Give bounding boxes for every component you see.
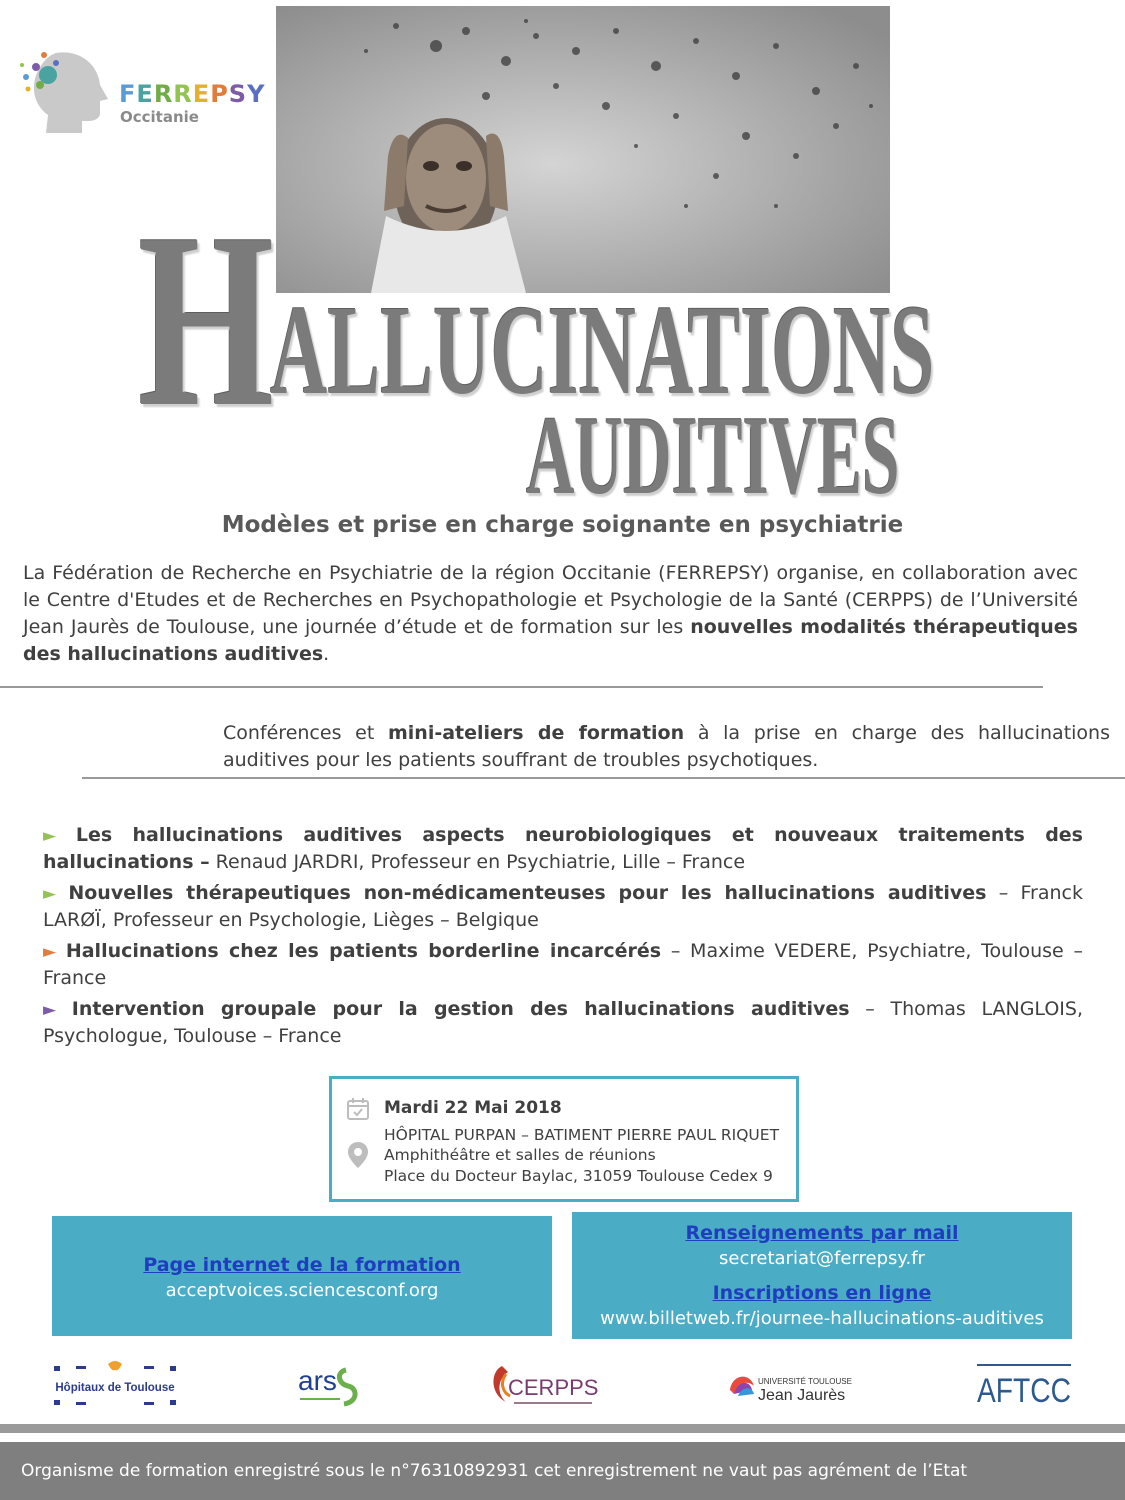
topics-list xyxy=(43,822,1083,1054)
title-line1: ALLUCINATIONS xyxy=(270,279,935,421)
intro-paragraph xyxy=(23,560,1078,668)
ars-logo xyxy=(296,1360,370,1414)
list-item xyxy=(43,822,1083,875)
event-address: Place du Docteur Baylac, 31059 Toulouse Cedex 9 xyxy=(384,1167,773,1185)
bullet-arrow-icon: ► xyxy=(43,942,57,962)
title-initial: H xyxy=(138,182,275,459)
topic-speaker: – Maxime VEDERE, Psychiatre, Toulouse – France xyxy=(43,940,1083,989)
topic-title: Intervention groupale pour la gestion des hallucinations auditives xyxy=(71,998,850,1020)
intro-text: La Fédération de Recherche en Psychiatrie de la région Occitanie (FERREPSY) organise, en collaboration avec le Centre d'Etudes et de Recherches en Psychopathologie et Psychologie de la Santé (CERPPS) de l’Université Jean Jaurès de Toulouse, une journée d’étude et de formation sur les xyxy=(23,562,1078,638)
divider xyxy=(82,777,1125,779)
list-item xyxy=(43,996,1083,1049)
logo-subtitle: Occitanie xyxy=(120,108,199,126)
event-room: Amphithéâtre et salles de réunions xyxy=(384,1146,656,1164)
workshops-bold: mini-ateliers de formation xyxy=(388,722,685,744)
bullet-arrow-icon: ► xyxy=(43,884,57,904)
hopitaux-logo-text: Hôpitaux de Toulouse xyxy=(55,1382,175,1394)
ut2j-logo xyxy=(724,1360,864,1414)
signup-link[interactable]: Inscriptions en ligne xyxy=(712,1282,932,1304)
workshops-paragraph xyxy=(223,720,1110,774)
mail-info-link[interactable]: Renseignements par mail xyxy=(685,1222,959,1244)
location-pin-icon xyxy=(346,1141,370,1169)
workshops-before: Conférences et xyxy=(223,722,388,744)
topic-title: Hallucinations chez les patients borderline incarcérés xyxy=(65,940,662,962)
logo-letter: F xyxy=(119,80,137,108)
logo-letter: R xyxy=(173,80,193,108)
footer-bar xyxy=(0,1442,1125,1500)
website-link[interactable]: Page internet de la formation xyxy=(143,1254,461,1276)
intro-bold: nouvelles modalités thérapeutiques des hallucinations auditives xyxy=(23,616,1078,665)
event-date: Mardi 22 Mai 2018 xyxy=(384,1098,562,1118)
ars-logo-text: ars xyxy=(298,1365,337,1396)
list-item xyxy=(43,880,1083,933)
header-photo xyxy=(276,6,890,293)
topic-speaker: – Franck LARØÏ, Professeur en Psychologie, Lièges – Belgique xyxy=(43,882,1083,931)
intro-end: . xyxy=(323,643,330,665)
list-item xyxy=(43,938,1083,991)
logo-letter: S xyxy=(228,80,248,108)
logo-letter: E xyxy=(192,80,211,108)
title-line2: AUDITIVES xyxy=(526,394,900,518)
logo-wordmark xyxy=(119,80,265,108)
head-profile-icon xyxy=(16,45,116,135)
info-box-contact xyxy=(572,1212,1072,1339)
topic-speaker: Renaud JARDRI, Professeur en Psychiatrie, Lille – France xyxy=(209,851,746,873)
logo-letter: R xyxy=(153,80,174,108)
signup-url[interactable]: www.billetweb.fr/journee-hallucinations-auditives xyxy=(600,1308,1044,1329)
bullet-arrow-icon: ► xyxy=(43,1000,57,1020)
footer-text: Organisme de formation enregistré sous le n°76310892931 cet enregistrement ne vaut pas agrément de l’Etat xyxy=(21,1461,968,1481)
ut2j-logo-top: UNIVERSITÉ TOULOUSE xyxy=(758,1377,852,1386)
cerpps-logo xyxy=(488,1360,598,1414)
divider xyxy=(0,686,1043,688)
ferrepsy-logo xyxy=(16,45,266,135)
logo-letter: Y xyxy=(247,80,266,108)
topic-speaker: – Thomas LANGLOIS, Psychologue, Toulouse – France xyxy=(43,998,1083,1047)
hopitaux-toulouse-logo xyxy=(52,1360,178,1414)
ut2j-logo-bottom: Jean Jaurès xyxy=(758,1387,846,1404)
workshops-after: à la prise en charge des hallucinations auditives pour les patients souffrant de troubles psychotiques. xyxy=(223,722,1110,771)
logo-letter: E xyxy=(136,80,154,108)
event-venue: HÔPITAL PURPAN – BATIMENT PIERRE PAUL RIQUET xyxy=(384,1126,780,1144)
event-details-box xyxy=(329,1076,799,1202)
website-url[interactable]: acceptvoices.sciencesconf.org xyxy=(165,1280,439,1301)
info-box-website xyxy=(52,1216,552,1336)
topic-title: Nouvelles thérapeutiques non-médicamenteuses pour les hallucinations auditives xyxy=(68,882,987,904)
bullet-arrow-icon: ► xyxy=(43,826,57,846)
footer-divider xyxy=(0,1424,1125,1433)
subtitle: Modèles et prise en charge soignante en psychiatrie xyxy=(221,512,904,538)
aftcc-logo-text: AFTCC xyxy=(977,1372,1071,1410)
cerpps-logo-text: CERPPS xyxy=(508,1375,599,1400)
calendar-icon xyxy=(346,1097,370,1121)
aftcc-logo xyxy=(975,1360,1073,1414)
topic-title: Les hallucinations auditives aspects neurobiologiques et nouveaux traitements des hallucinations – xyxy=(43,824,1083,873)
contact-email[interactable]: secretariat@ferrepsy.fr xyxy=(719,1248,925,1269)
logo-letter: P xyxy=(210,80,229,108)
